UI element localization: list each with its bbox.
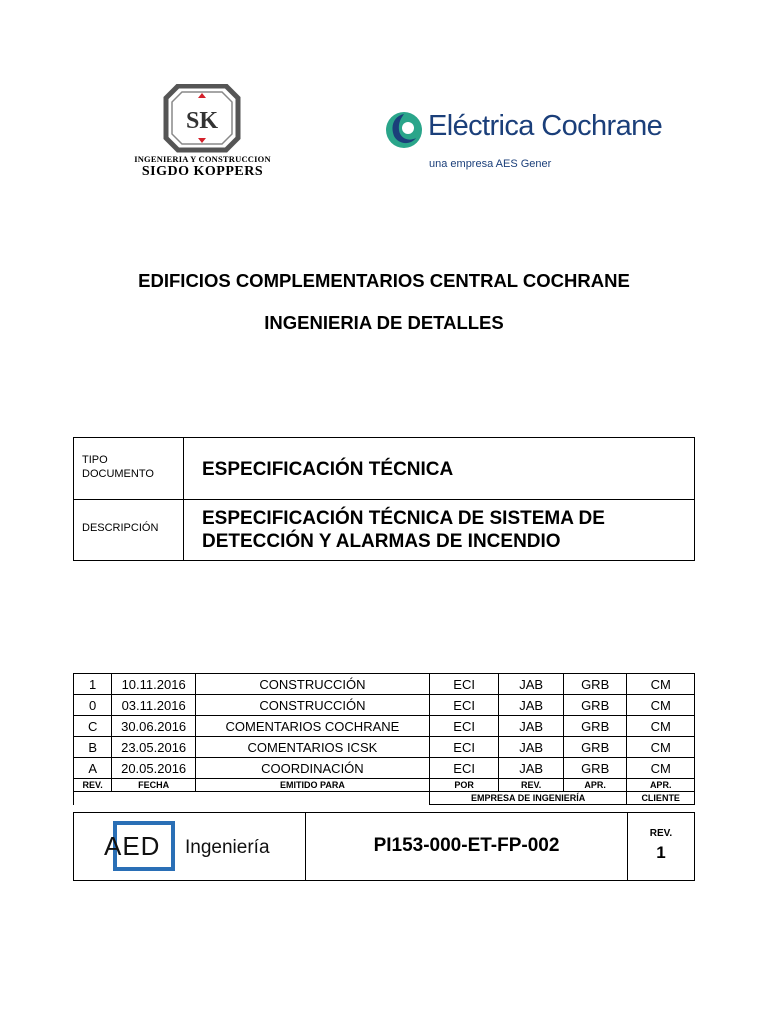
revision-cell-emitido: COORDINACIÓN [195, 758, 429, 779]
description-label: DESCRIPCIÓN [82, 522, 159, 534]
header-por: POR [429, 779, 499, 792]
revision-cell-apr_cliente: CM [627, 695, 695, 716]
type-value: ESPECIFICACIÓN TÉCNICA [202, 459, 454, 480]
revision-value: 1 [656, 843, 666, 862]
revision-cell-rev: 1 [74, 674, 112, 695]
header-revisado: REV. [499, 779, 564, 792]
revision-cell-fecha: 23.05.2016 [112, 737, 196, 758]
header-apr: APR. [563, 779, 627, 792]
revision-cell-apr: GRB [563, 674, 627, 695]
group-empresa: EMPRESA DE INGENIERÍA [429, 792, 627, 805]
electrica-cochrane-logo [384, 108, 674, 174]
revision-cell-emitido: CONSTRUCCIÓN [195, 695, 429, 716]
sk-mark: SK [185, 108, 219, 134]
revision-cell-apr: GRB [563, 737, 627, 758]
revision-cell-fecha: 20.05.2016 [112, 758, 196, 779]
revision-cell-revisado: JAB [499, 674, 564, 695]
electrica-swirl-icon [384, 108, 426, 152]
header-emitido: EMITIDO PARA [195, 779, 429, 792]
revision-label: REV. [649, 828, 673, 839]
revision-cell-por: ECI [429, 758, 499, 779]
header-rev: REV. [74, 779, 112, 792]
revision-row [74, 716, 695, 737]
revision-group-row [74, 792, 695, 805]
description-value: ESPECIFICACIÓN TÉCNICA DE SISTEMA DE DETECCIÓN Y ALARMAS DE INCENDIO [202, 508, 605, 552]
revision-cell-apr: GRB [563, 716, 627, 737]
aed-logo [104, 821, 274, 875]
electrica-name: Eléctrica Cochrane [428, 110, 663, 142]
sk-subtitle: INGENIERIA Y CONSTRUCCION [134, 154, 271, 164]
electrica-tagline: una empresa AES Gener [429, 158, 552, 170]
revision-cell-por: ECI [429, 695, 499, 716]
sigdo-koppers-logo [120, 84, 285, 184]
revision-cell-emitido: COMENTARIOS ICSK [195, 737, 429, 758]
revision-cell-apr: GRB [563, 758, 627, 779]
revision-row [74, 674, 695, 695]
aed-mark: AED [104, 831, 161, 861]
type-label: TIPO DOCUMENTO [82, 454, 154, 480]
sk-diamond-icon [120, 84, 285, 154]
revision-cell-por: ECI [429, 674, 499, 695]
header-fecha: FECHA [112, 779, 196, 792]
revision-cell-revisado: JAB [499, 716, 564, 737]
revision-cell-rev: 0 [74, 695, 112, 716]
revision-cell-fecha: 10.11.2016 [112, 674, 196, 695]
revision-cell-apr_cliente: CM [627, 758, 695, 779]
header-apr-cliente: APR. [627, 779, 695, 792]
document-code-block [73, 812, 695, 881]
revision-header-row [74, 779, 695, 792]
revision-cell-emitido: CONSTRUCCIÓN [195, 674, 429, 695]
revision-cell-apr_cliente: CM [627, 737, 695, 758]
document-code: PI153-000-ET-FP-002 [373, 835, 560, 856]
revision-row [74, 737, 695, 758]
revision-cell-revisado: JAB [499, 737, 564, 758]
revision-cell-revisado: JAB [499, 695, 564, 716]
revision-cell-por: ECI [429, 716, 499, 737]
group-cliente: CLIENTE [627, 792, 695, 805]
revision-cell-fecha: 30.06.2016 [112, 716, 196, 737]
revision-cell-revisado: JAB [499, 758, 564, 779]
revision-row [74, 758, 695, 779]
revision-cell-rev: A [74, 758, 112, 779]
project-title: EDIFICIOS COMPLEMENTARIOS CENTRAL COCHRANE [138, 270, 630, 291]
aed-text: Ingeniería [185, 837, 270, 858]
revision-cell-apr_cliente: CM [627, 674, 695, 695]
phase-title: INGENIERIA DE DETALLES [264, 312, 504, 333]
revision-cell-emitido: COMENTARIOS COCHRANE [195, 716, 429, 737]
sk-company-name: SIGDO KOPPERS [141, 164, 264, 179]
revision-cell-apr_cliente: CM [627, 716, 695, 737]
revision-cell-rev: B [74, 737, 112, 758]
revision-cell-rev: C [74, 716, 112, 737]
document-info-table [73, 437, 695, 561]
revision-cell-fecha: 03.11.2016 [112, 695, 196, 716]
revision-cell-apr: GRB [563, 695, 627, 716]
revision-cell-por: ECI [429, 737, 499, 758]
revision-row [74, 695, 695, 716]
